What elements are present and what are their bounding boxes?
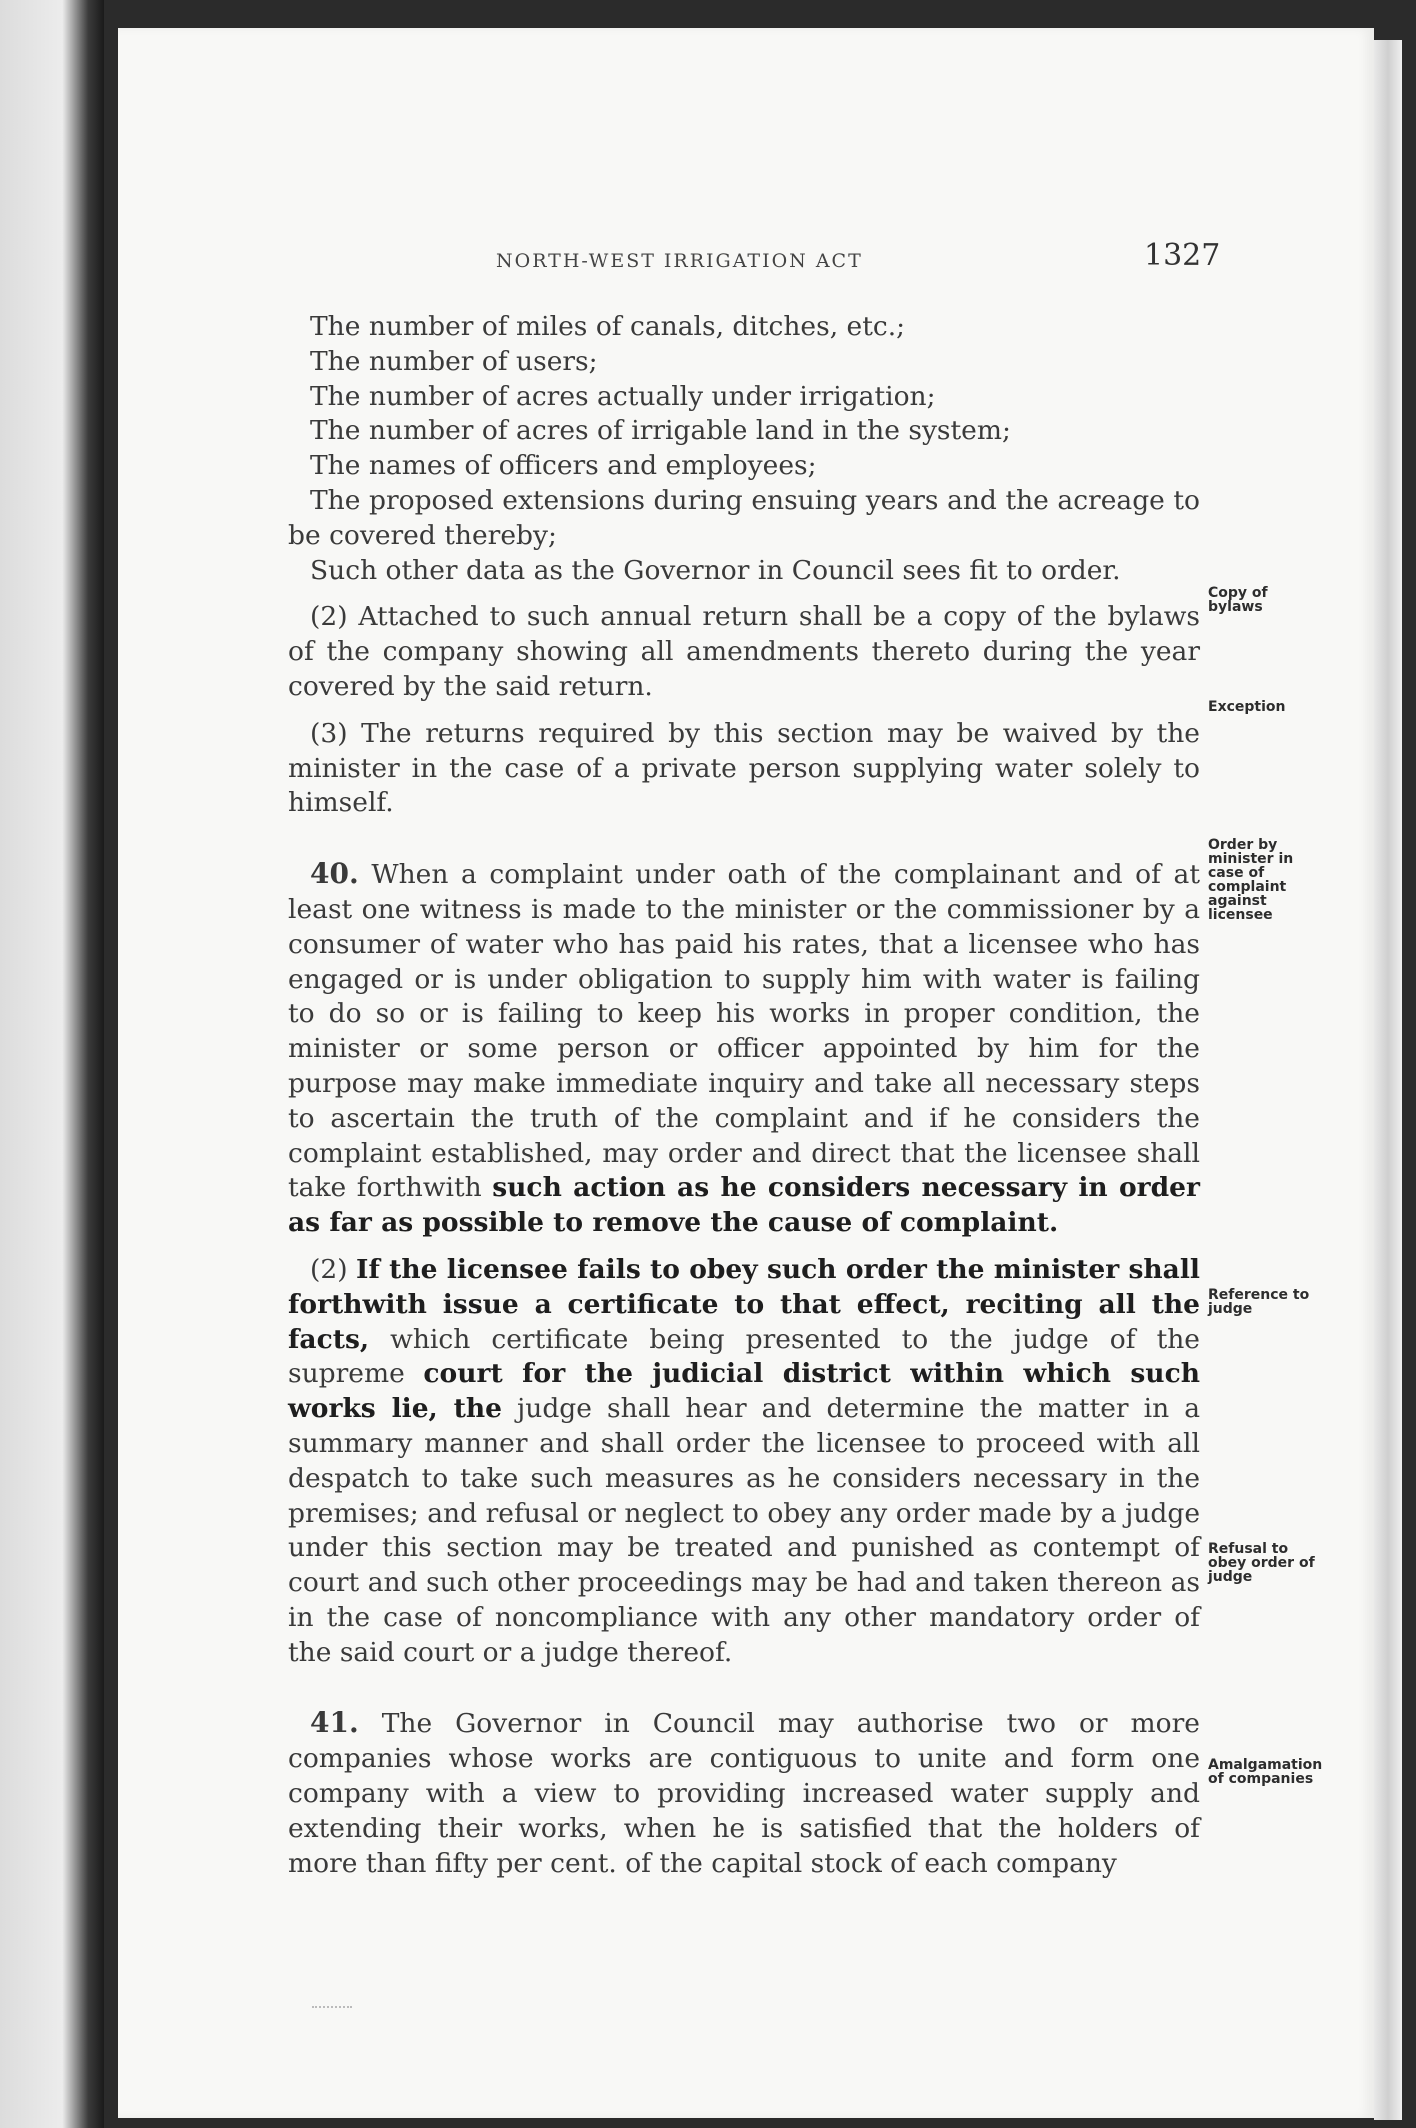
subsection-bold-text-2: court for the judicial district within which such works lie, the [288, 1358, 1200, 1425]
list-item: The number of miles of canals, ditches, etc.; [310, 311, 906, 342]
section-40-text: When a complaint under oath of the complainant and of at least one witness is made to the minister or the commissioner by a consumer of water who has paid his rates, that a licensee who has engaged or is under obligation to supply him with water is failing to do so or is failing to keep his works in proper condition, the minister or some person or officer appointed by him for the purpose may make immediate inquiry and take all necessary steps to ascertain the truth of the complaint and if he considers the complaint established, may order and direct that the licensee shall take forthwith [288, 859, 1200, 1204]
subsection-text: which certificate being presented to the judge of the supreme [288, 1323, 1200, 1390]
margin-note-amalgamation: Amalgamation of companies [1208, 1757, 1323, 1787]
subsection-2: (2) Attached to such annual return shall be a copy of the bylaws of the company showing all amendments thereto during the year covered by the said return. [288, 601, 1200, 702]
subsection-3: (3) The returns required by this section may be waived by the minister in the case of a private person supplying water solely to himself. [288, 717, 1200, 819]
section-40 [288, 857, 1200, 1241]
page-number: 1327 [1144, 238, 1221, 273]
list-item: The number of acres of irrigable land in the system; [310, 415, 1011, 447]
section-41 [288, 1706, 1200, 1881]
list-item: The number of acres actually under irrigation; [310, 380, 936, 412]
margin-note-reference-to-judge: Reference to judge [1208, 1287, 1310, 1317]
section-40-subsection-2 [288, 1253, 1200, 1671]
margin-note-refusal-to-obey: Refusal to obey order of judge [1208, 1541, 1315, 1585]
other-data-item: Such other data as the Governor in Council sees fit to order. [310, 554, 1121, 586]
section-number: 40. [310, 857, 359, 891]
section-41-text: The Governor in Council may authorise two or more companies whose works are contiguous to unite and form one company with a view to providing increased water supply and extending their works, when he is satisfied that the holders of more than fifty per cent. of the capital stock of each company [288, 1708, 1200, 1879]
body-text [288, 310, 1200, 1881]
list-item: The names of officers and employees; [310, 450, 817, 482]
section-40-bold-text: such action as he considers necessary in order as far as possible to remove the cause of complaint. [288, 1172, 1200, 1239]
page-header [118, 238, 1374, 278]
section-number: 41. [310, 1706, 359, 1740]
book-page [118, 28, 1374, 2118]
margin-note-copy-of-bylaws: Copy of bylaws [1208, 585, 1268, 615]
running-title: NORTH-WEST IRRIGATION ACT [496, 250, 863, 272]
list-item: The number of users; [310, 345, 598, 377]
page-stack-edge [1374, 40, 1402, 2120]
page-smudge [312, 2006, 352, 2012]
margin-note-exception: Exception [1208, 699, 1286, 715]
extensions-item: The proposed extensions during ensuing years and the acreage to be covered thereby; [288, 484, 1200, 551]
subsection-bold-text: If the licensee fails to obey such order the minister shall forthwith issue a certificate to that effect, reciting all the facts, [288, 1253, 1200, 1355]
subsection-text-2: judge shall hear and determine the matter in a summary manner and shall order the licensee to proceed with all despatch to take such measures as he considers necessary in the premises; and refusal or neglect to obey any order made by a judge under this section may be treated and punished as contempt of court and such other proceedings may be had and taken thereon as in the case of noncompliance with any other mandatory order of the said court or a judge thereof. [288, 1393, 1200, 1668]
subsection-number: (2) [310, 1253, 348, 1285]
facing-page-edge [0, 0, 104, 2128]
margin-note-order-by-minister: Order by minister in case of complaint against licensee [1208, 837, 1294, 923]
